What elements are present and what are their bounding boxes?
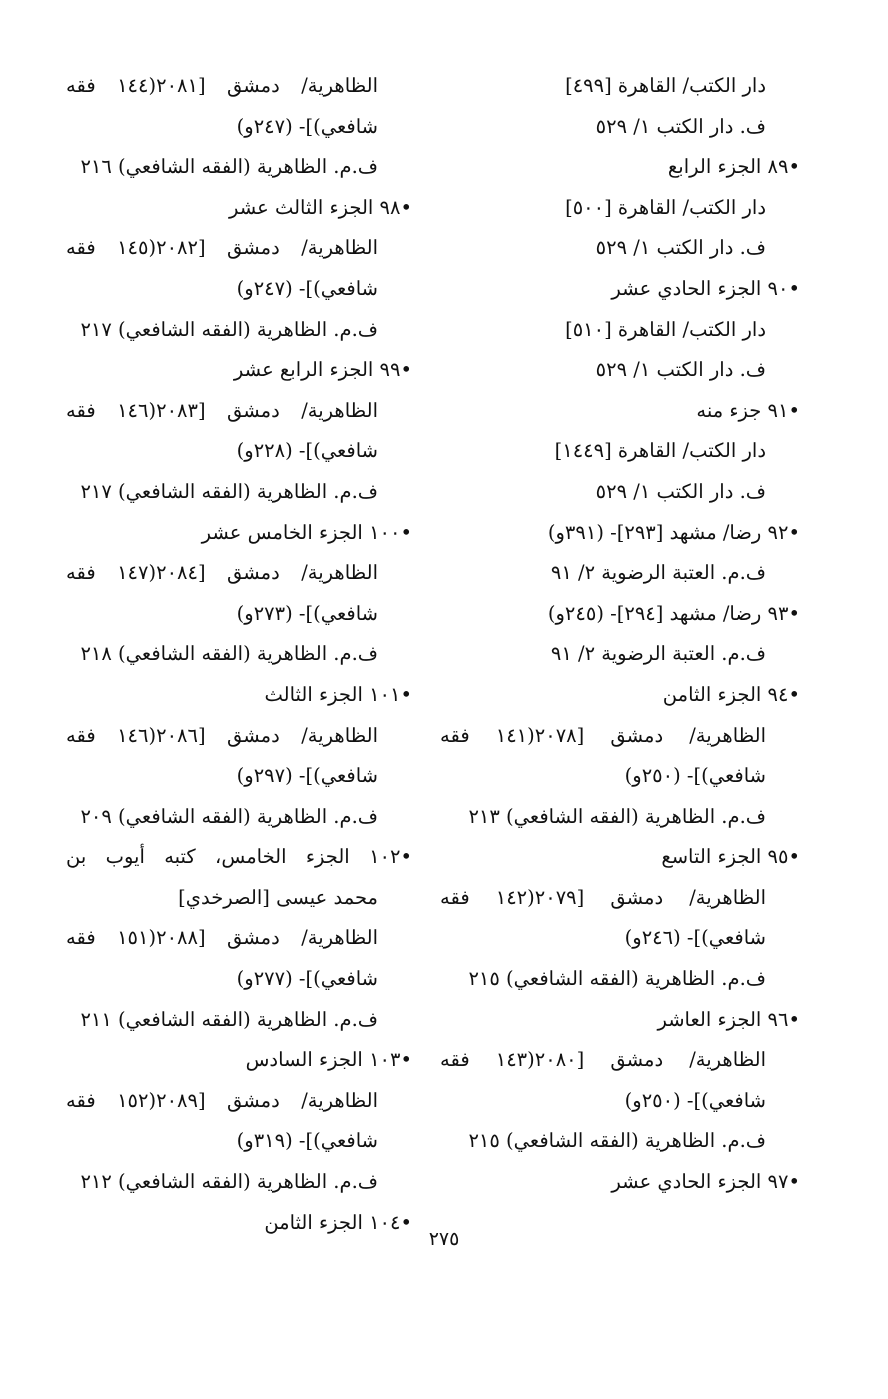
entry-line: الظاهرية/ دمشق [٢٠٨٨(١٥١ فقه: [66, 926, 378, 950]
entry-line: الظاهرية/ دمشق [٢٠٨٣(١٤٦ فقه: [66, 398, 378, 422]
entry-line: شافعي)]- (٢٤٧و): [236, 276, 378, 300]
entry-heading: •٩٠ الجزء الحادي عشر: [611, 276, 800, 300]
entry-line: شافعي)]- (٢٥٠و): [624, 764, 766, 788]
entry-line: شافعي)]- (٢٢٨و): [236, 439, 378, 463]
entry-line: ف.م. الظاهرية (الفقه الشافعي) ٢٠٩: [80, 804, 378, 828]
entry-line: ف.م. العتبة الرضوية ٢/ ٩١: [550, 642, 766, 666]
entry-line: شافعي)]- (٢٥٠و): [624, 1088, 766, 1112]
entry-line: ف. دار الكتب ١/ ٥٢٩: [595, 236, 766, 260]
entry-heading: •١٠٣ الجزء السادس: [245, 1048, 412, 1072]
entry-line: ف.م. العتبة الرضوية ٢/ ٩١: [550, 561, 766, 585]
entry-heading: •٩٢ رضا/ مشهد [٢٩٣]- (٣٩١و): [547, 520, 800, 544]
entry-heading: •١٠٠ الجزء الخامس عشر: [201, 520, 412, 544]
entry-line: ف.م. الظاهرية (الفقه الشافعي) ٢١٥: [468, 967, 766, 991]
entry-line: الظاهرية/ دمشق [٢٠٨٦(١٤٦ فقه: [66, 723, 378, 747]
left-column: [66, 66, 412, 1243]
entry-heading: •٩٧ الجزء الحادي عشر: [611, 1170, 800, 1194]
entry-heading: •١٠٢ الجزء الخامس، كتبه أيوب بن: [66, 845, 412, 869]
entry-line: شافعي)]- (٣١٩و): [236, 1129, 378, 1153]
entry-line: ف. دار الكتب ١/ ٥٢٩: [595, 358, 766, 382]
entry-heading: •٩٦ الجزء العاشر: [657, 1007, 800, 1031]
entry-line: دار الكتب/ القاهرة [١٤٤٩]: [554, 439, 766, 463]
entry-line: شافعي)]- (٢٩٧و): [236, 764, 378, 788]
entry-line: ف.م. الظاهرية (الفقه الشافعي) ٢١٧: [80, 317, 378, 341]
entry-line: شافعي)]- (٢٤٧و): [236, 114, 378, 138]
entry-line: ف.م. الظاهرية (الفقه الشافعي) ٢١٢: [80, 1170, 378, 1194]
entry-heading: •١٠١ الجزء الثالث: [264, 682, 412, 706]
entry-line: دار الكتب/ القاهرة [٥٠٠]: [565, 195, 766, 219]
entry-line: شافعي)]- (٢٤٦و): [624, 926, 766, 950]
right-column: [440, 66, 800, 1203]
entry-line: ف. دار الكتب ١/ ٥٢٩: [595, 114, 766, 138]
entry-line: الظاهرية/ دمشق [٢٠٧٩(١٤٢ فقه: [440, 885, 766, 909]
entry-line: الظاهرية/ دمشق [٢٠٨٢(١٤٥ فقه: [66, 236, 378, 260]
entry-line: ف. دار الكتب ١/ ٥٢٩: [595, 479, 766, 503]
entry-line: شافعي)]- (٢٧٧و): [236, 967, 378, 991]
entry-heading: •٩٥ الجزء التاسع: [661, 845, 800, 869]
page-number: ٢٧٥: [428, 1228, 460, 1250]
entry-line: ف.م. الظاهرية (الفقه الشافعي) ٢١٥: [468, 1129, 766, 1153]
entry-heading: •٨٩ الجزء الرابع: [667, 155, 800, 179]
entry-heading: •٩٨ الجزء الثالث عشر: [228, 195, 412, 219]
entry-heading: •٩٩ الجزء الرابع عشر: [233, 358, 412, 382]
entry-line: ف.م. الظاهرية (الفقه الشافعي) ٢١١: [80, 1007, 378, 1031]
entry-line: الظاهرية/ دمشق [٢٠٨١(١٤٤ فقه: [66, 74, 378, 97]
entry-line: ف.م. الظاهرية (الفقه الشافعي) ٢١٨: [80, 642, 378, 666]
entry-line: الظاهرية/ دمشق [٢٠٨٤(١٤٧ فقه: [66, 561, 378, 585]
entry-line: الظاهرية/ دمشق [٢٠٨٠(١٤٣ فقه: [440, 1048, 766, 1072]
entry-line: ف.م. الظاهرية (الفقه الشافعي) ٢١٧: [80, 479, 378, 503]
entry-line: شافعي)]- (٢٧٣و): [236, 601, 378, 625]
entry-line: دار الكتب/ القاهرة [٤٩٩]: [565, 74, 766, 97]
entry-line: ف.م. الظاهرية (الفقه الشافعي) ٢١٣: [468, 804, 766, 828]
entry-line: الظاهرية/ دمشق [٢٠٨٩(١٥٢ فقه: [66, 1088, 378, 1112]
entry-heading: •١٠٤ الجزء الثامن: [264, 1210, 412, 1234]
entry-line: محمد عيسى [الصرخدي]: [178, 885, 378, 909]
entry-line: دار الكتب/ القاهرة [٥١٠]: [565, 317, 766, 341]
entry-line: الظاهرية/ دمشق [٢٠٧٨(١٤١ فقه: [440, 723, 766, 747]
entry-heading: •٩٣ رضا/ مشهد [٢٩٤]- (٢٤٥و): [547, 601, 800, 625]
entry-heading: •٩١ جزء منه: [696, 398, 800, 422]
entry-line: ف.م. الظاهرية (الفقه الشافعي) ٢١٦: [80, 155, 378, 179]
entry-heading: •٩٤ الجزء الثامن: [662, 682, 800, 706]
